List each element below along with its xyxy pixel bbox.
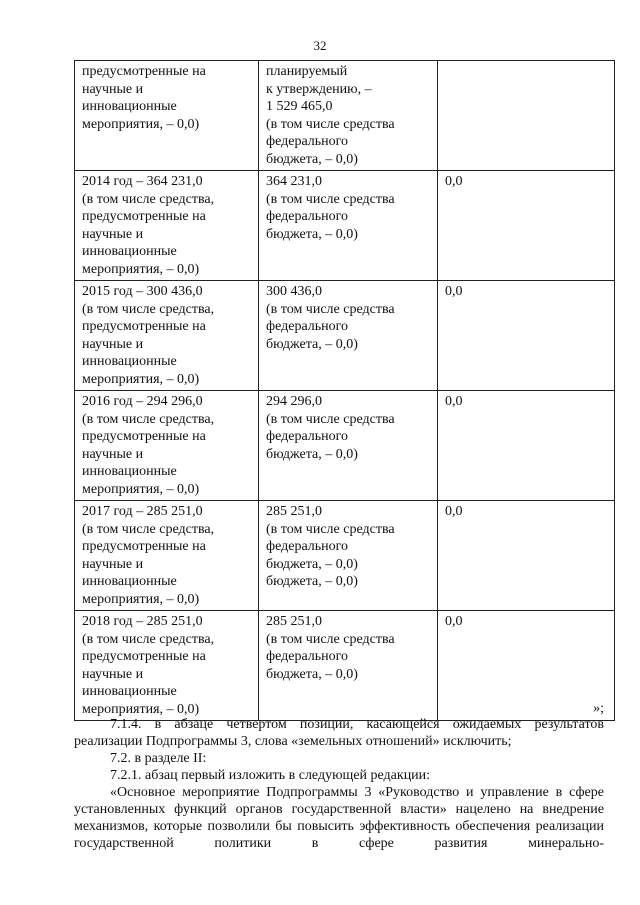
table-cell-extra: 0,0: [438, 281, 615, 391]
table-cell-extra: 0,0: [438, 501, 615, 611]
table-cell-period: предусмотренные на научные и инновационные мероприятия, – 0,0): [75, 61, 259, 171]
paragraph: «Основное мероприятие Подпрограммы 3 «Руководство и управление в сфере установленных функций органов государственной власти» нацелено на внедрение механизмов, которые позволили бы повысить эффективность обеспечения реализации государственной политики в сфере развития минерально-: [74, 785, 604, 851]
table-cell-extra: 0,0: [438, 611, 615, 721]
table-cell-extra: 0,0: [438, 171, 615, 281]
table-row: [75, 61, 615, 171]
table-cell-amount: 285 251,0 (в том числе средства федерального бюджета, – 0,0) бюджета, – 0,0): [259, 501, 438, 611]
table-row: [75, 171, 615, 281]
table-cell-period: 2014 год – 364 231,0 (в том числе средства, предусмотренные на научные и инновационные мероприятия, – 0,0): [75, 171, 259, 281]
table-row: [75, 281, 615, 391]
body-text: [74, 716, 604, 852]
table-cell-amount: планируемый к утверждению, – 1 529 465,0 (в том числе средства федерального бюджета, – 0,0): [259, 61, 438, 171]
table-cell-amount: 364 231,0 (в том числе средства федерального бюджета, – 0,0): [259, 171, 438, 281]
table-row: [75, 501, 615, 611]
table-row: [75, 611, 615, 721]
table-cell-extra: 0,0: [438, 391, 615, 501]
table-cell-extra: [438, 61, 615, 171]
table-cell-amount: 285 251,0 (в том числе средства федерального бюджета, – 0,0): [259, 611, 438, 721]
funding-table: [74, 60, 615, 721]
table-cell-period: 2015 год – 300 436,0 (в том числе средства, предусмотренные на научные и инновационные мероприятия, – 0,0): [75, 281, 259, 391]
paragraph: 7.2. в разделе II:: [110, 751, 207, 766]
table-cell-period: 2016 год – 294 296,0 (в том числе средства, предусмотренные на научные и инновационные мероприятия, – 0,0): [75, 391, 259, 501]
paragraph: 7.2.1. абзац первый изложить в следующей редакции:: [110, 768, 431, 783]
table-cell-period: 2017 год – 285 251,0 (в том числе средства, предусмотренные на научные и инновационные мероприятия, – 0,0): [75, 501, 259, 611]
page-number: 32: [313, 38, 327, 53]
table-cell-amount: 294 296,0 (в том числе средства федерального бюджета, – 0,0): [259, 391, 438, 501]
table-row: [75, 391, 615, 501]
paragraph: 7.1.4. в абзаце четвертом позиции, касающейся ожидаемых результатов реализации Подпрограммы 3, слова «земельных отношений» исключить;: [74, 717, 604, 749]
closing-quote-mark: »;: [593, 701, 604, 716]
table-cell-amount: 300 436,0 (в том числе средства федерального бюджета, – 0,0): [259, 281, 438, 391]
table-cell-period: 2018 год – 285 251,0 (в том числе средства, предусмотренные на научные и инновационные мероприятия, – 0,0): [75, 611, 259, 721]
